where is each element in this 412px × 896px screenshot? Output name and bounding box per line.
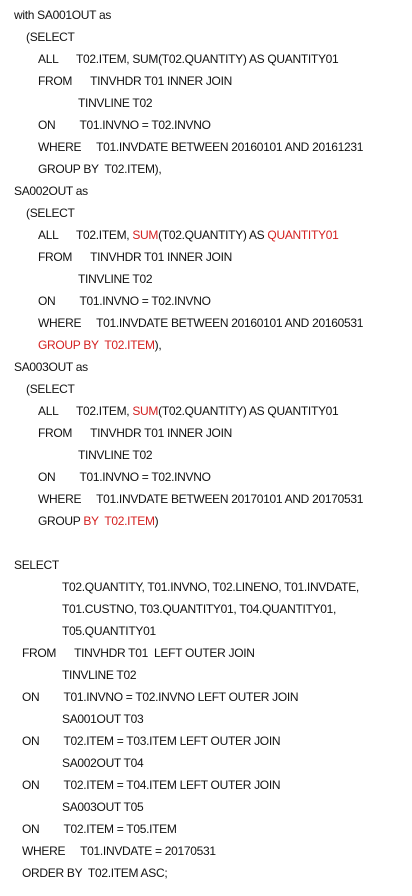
code-line: [14, 8, 111, 22]
code-line: [26, 30, 75, 44]
code-line: [62, 580, 359, 594]
code-line: [22, 778, 280, 792]
code-line: [62, 712, 143, 726]
code-text: GROUP BY T02.ITEM),: [38, 162, 162, 176]
code-text: TINVLINE T02: [78, 272, 153, 286]
code-line: [14, 184, 88, 198]
code-text: ALL T02.ITEM,: [38, 228, 133, 242]
code-line: [62, 602, 336, 616]
code-text: (SELECT: [26, 30, 75, 44]
code-line: [38, 470, 211, 484]
code-line: [38, 426, 232, 440]
code-text: ALL T02.ITEM, SUM(T02.QUANTITY) AS QUANTITY01: [38, 52, 339, 66]
highlighted-token: QUANTITY01: [267, 228, 339, 242]
code-line: [38, 250, 232, 264]
code-text: WHERE T01.INVDATE = 20170531: [22, 844, 216, 858]
code-text: WHERE T01.INVDATE BETWEEN 20160101 AND 20161231: [38, 140, 364, 154]
code-text: TINVLINE T02: [62, 668, 137, 682]
code-line: [14, 360, 88, 374]
code-line: [78, 272, 152, 286]
code-line: [38, 228, 338, 242]
code-line: [78, 448, 152, 462]
code-text: with SA001OUT as: [14, 8, 112, 22]
code-text: ALL T02.ITEM,: [38, 404, 133, 418]
code-text: ON T01.INVNO = T02.INVNO: [38, 294, 211, 308]
code-line: [38, 140, 363, 154]
code-line: [38, 162, 161, 176]
code-text: TINVLINE T02: [78, 448, 153, 462]
code-text: SA003OUT T05: [62, 800, 144, 814]
code-line: [22, 844, 216, 858]
code-text: TINVLINE T02: [78, 96, 153, 110]
code-text: ON T02.ITEM = T04.ITEM LEFT OUTER JOIN: [22, 778, 281, 792]
code-line: [38, 316, 363, 330]
code-line: [22, 822, 177, 836]
code-line: [38, 52, 338, 66]
code-text: ON T01.INVNO = T02.INVNO: [38, 118, 211, 132]
code-text: SELECT: [14, 558, 59, 572]
code-text: ),: [154, 338, 162, 352]
code-line: [22, 646, 255, 660]
highlighted-token: SUM: [132, 404, 159, 418]
highlighted-token: SUM: [132, 228, 159, 242]
code-line: [22, 734, 280, 748]
code-text: SA003OUT as: [14, 360, 88, 374]
code-line: [26, 206, 75, 220]
code-text: ON T02.ITEM = T05.ITEM: [22, 822, 177, 836]
code-line: [62, 624, 156, 638]
code-text: FROM TINVHDR T01 LEFT OUTER JOIN: [22, 646, 255, 660]
code-text: T02.QUANTITY, T01.INVNO, T02.LINENO, T01.INVDATE,: [62, 580, 359, 594]
code-line: [38, 404, 338, 418]
code-text: GROUP: [38, 514, 84, 528]
code-text: ): [154, 514, 159, 528]
code-line: [22, 690, 298, 704]
code-text: T05.QUANTITY01: [62, 624, 156, 638]
code-text: T01.CUSTNO, T03.QUANTITY01, T04.QUANTITY01,: [62, 602, 337, 616]
code-line: [14, 558, 59, 572]
code-text: SA002OUT as: [14, 184, 88, 198]
code-line: [38, 74, 232, 88]
code-text: FROM TINVHDR T01 INNER JOIN: [38, 74, 232, 88]
code-line: [78, 96, 152, 110]
code-line: [26, 382, 75, 396]
code-text: FROM TINVHDR T01 INNER JOIN: [38, 426, 232, 440]
code-text: ORDER BY T02.ITEM ASC;: [22, 866, 168, 880]
code-text: SA001OUT T03: [62, 712, 144, 726]
highlighted-token: BY T02.ITEM: [83, 514, 155, 528]
code-text: FROM TINVHDR T01 INNER JOIN: [38, 250, 232, 264]
code-text: ON T02.ITEM = T03.ITEM LEFT OUTER JOIN: [22, 734, 281, 748]
code-line: [38, 338, 161, 352]
code-text: (T02.QUANTITY) AS: [158, 228, 268, 242]
code-line: [38, 294, 211, 308]
code-line: [22, 866, 167, 880]
code-line: [38, 492, 363, 506]
code-line: [62, 756, 143, 770]
code-line: [38, 118, 211, 132]
code-text: ON T01.INVNO = T02.INVNO LEFT OUTER JOIN: [22, 690, 299, 704]
code-text: WHERE T01.INVDATE BETWEEN 20170101 AND 20170531: [38, 492, 364, 506]
code-text: SA002OUT T04: [62, 756, 144, 770]
highlighted-token: GROUP BY T02.ITEM: [38, 338, 155, 352]
code-text: (SELECT: [26, 382, 75, 396]
code-text: (T02.QUANTITY) AS QUANTITY01: [158, 404, 339, 418]
code-text: (SELECT: [26, 206, 75, 220]
code-line: [38, 514, 158, 528]
code-line: [62, 800, 143, 814]
code-text: WHERE T01.INVDATE BETWEEN 20160101 AND 20160531: [38, 316, 364, 330]
code-line: [62, 668, 136, 682]
code-text: ON T01.INVNO = T02.INVNO: [38, 470, 211, 484]
